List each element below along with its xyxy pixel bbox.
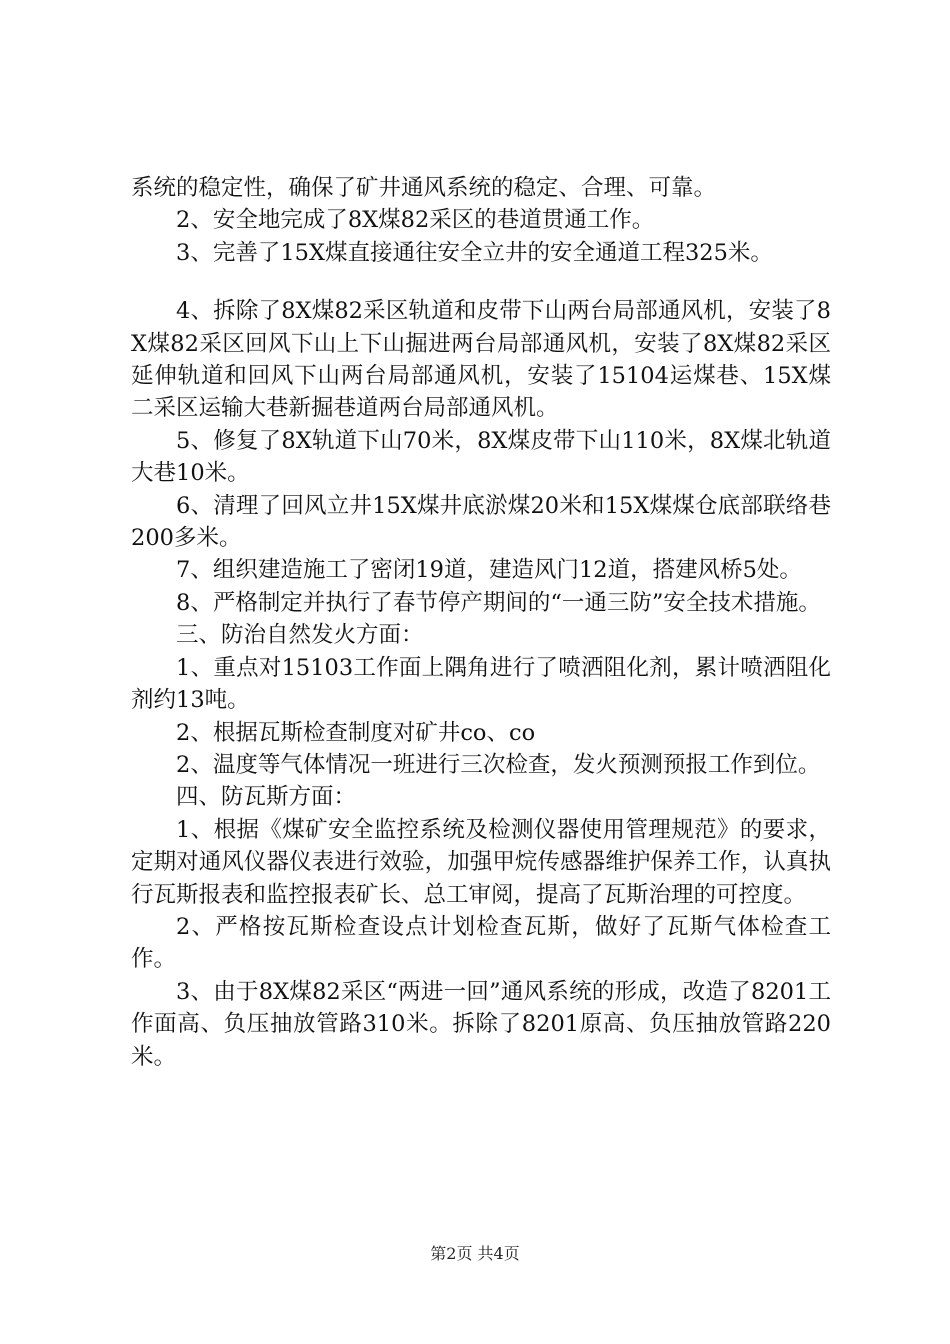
section-heading-gas-prevention: 四、防瓦斯方面： [176, 784, 357, 811]
paragraph-gas-item-1: 1、根据《煤矿安全监控系统及检测仪器使用管理规范》的要求，定期对通风仪器仪表进行效验，加强甲烷传感器维护保养工作，认真执行瓦斯报表和监控报表矿长、总工审阅，提高了瓦斯治理的可控度。 [131, 816, 831, 908]
paragraph-item-2: 2、安全地完成了8X煤82采区的巷道贯通工作。 [176, 207, 655, 234]
section-heading-fire-prevention: 三、防治自然发火方面： [176, 622, 424, 649]
page-number-footer: 第2页 共4页 [430, 1244, 520, 1263]
paragraph-item-5: 5、修复了8X轨道下山70米，8X煤皮带下山110米，8X煤北轨道大巷10米。 [131, 427, 831, 487]
paragraph-fire-item-1: 1、重点对15103工作面上隅角进行了喷洒阻化剂，累计喷洒阻化剂约13吨。 [131, 654, 831, 714]
paragraph-gas-item-3: 3、由于8X煤82采区“两进一回”通风系统的形成，改造了8201工作面高、负压抽放管路310米。拆除了8201原高、负压抽放管路220米。 [131, 978, 831, 1070]
paragraph-item-3: 3、完善了15X煤直接通往安全立井的安全通道工程325米。 [176, 239, 773, 266]
paragraph-item-4: 4、拆除了8X煤82采区轨道和皮带下山两台局部通风机，安装了8X煤82采区回风下山上下山掘进两台局部通风机，安装了8X煤82采区延伸轨道和回风下山两台局部通风机，安装了15104运煤巷、15X煤二采区运输大巷新掘巷道两台局部通风机。 [131, 298, 831, 422]
paragraph-gas-item-2: 2、严格按瓦斯检查设点计划检查瓦斯，做好了瓦斯气体检查工作。 [131, 913, 831, 973]
paragraph-continuation: 系统的稳定性，确保了矿井通风系统的稳定、合理、可靠。 [131, 175, 717, 201]
paragraph-item-8: 8、严格制定并执行了春节停产期间的“一通三防”安全技术措施。 [176, 589, 821, 616]
paragraph-item-6: 6、清理了回风立井15X煤井底淤煤20米和15X煤煤仓底部联络巷200多米。 [131, 492, 831, 552]
document-body [131, 172, 831, 1073]
paragraph-fire-item-2b: 2、温度等气体情况一班进行三次检查，发火预测预报工作到位。 [176, 751, 821, 778]
paragraph-item-7: 7、组织建造施工了密闭19道，建造风门12道，搭建风桥5处。 [176, 557, 802, 584]
paragraph-fire-item-2: 2、根据瓦斯检查制度对矿井co、co [176, 719, 536, 746]
